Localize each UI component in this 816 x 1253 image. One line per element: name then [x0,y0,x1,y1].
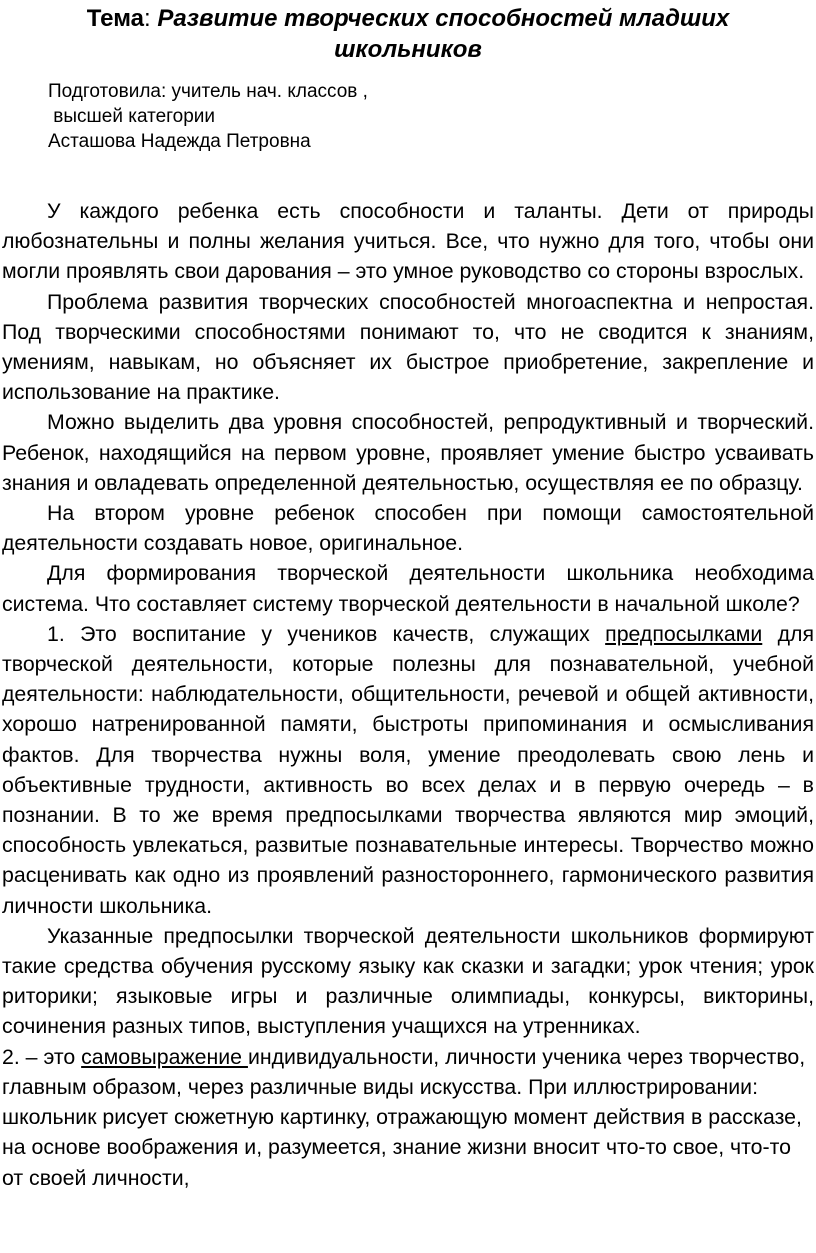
title-label: Тема [86,5,144,32]
underlined-term-preconditions: предпосылками [605,621,763,646]
paragraph-3: Можно выделить два уровня способностей, репродуктивный и творческий. Ребенок, находящийся на первом уровне, проявляет умение быстро усваивать знания и овладевать определенной деятельностью, осуществляя ее по образцу. [2,410,814,495]
document-title [2,3,814,65]
paragraph-6-rest: для творческой деятельности, которые полезны для познавательной, учебной деятельности: наблюдательности, общительности, речевой и общей активности, хорошо натренированной памяти, быстроты припоминания и осмысливания фактов. Для творчества нужны воля, умение преодолевать свою лень и объективные трудности, активность во всех делах и в первую очередь – в познании. В то же время предпосылками творчества являются мир эмоций, способность увлекаться, развитые познавательные интересы. Творчество можно расценивать как одно из проявлений разностороннего, гармонического развития личности школьника. [2,621,814,918]
paragraph-5: Для формирования творческой деятельности школьника необходима система. Что составляет систему творческой деятельности в начальной школе? [2,561,814,616]
paragraph-4: На втором уровне ребенок способен при помощи самостоятельной деятельности создавать новое, оригинальное. [2,501,814,556]
title-colon: : [144,5,158,32]
paragraph-6-start: 1. Это воспитание у учеников качеств, служащих [47,621,606,646]
author-line-2: высшей категории [48,106,216,127]
paragraph-8-rest: индивидуальности, личности ученика через творчество, главным образом, через различные виды искусства. При иллюстрировании: школьник рисует сюжетную картинку, отражающую момент действия в рассказе, на основе воображения и, разумеется, знание жизни вносит что-то свое, что-то от своей личности, [2,1044,806,1190]
document-body [2,196,814,1193]
paragraph-1: У каждого ребенка есть способности и таланты. Дети от природы любознательны и полны желания учиться. Все, что нужно для того, чтобы они могли проявлять свои дарования – это умное руководство со стороны взрослых. [2,199,814,284]
paragraph-7: Указанные предпосылки творческой деятельности школьников формируют такие средства обучения русскому языку как сказки и загадки; урок чтения; урок риторики; языковые игры и различные олимпиады, конкурсы, викторины, сочинения разных типов, выступления учащихся на утренниках. [2,923,814,1039]
author-line-1: Подготовила: учитель нач. классов , [48,81,368,102]
document-page [0,3,816,1253]
author-line-3: Асташова Надежда Петровна [48,131,311,152]
title-topic: Развитие творческих способностей младших школьников [157,5,730,63]
paragraph-2: Проблема развития творческих способностей многоаспектна и непростая. Под творческими способностями понимают то, что не сводится к знаниям, умениям, навыкам, но объясняет их быстрое приобретение, закрепление и использование на практике. [2,289,814,405]
paragraph-6 [2,619,814,921]
underlined-term-self-expression: самовыражение [81,1044,248,1069]
paragraph-8-start: 2. – это [2,1044,82,1069]
paragraph-8 [2,1042,814,1193]
author-block [48,79,814,154]
